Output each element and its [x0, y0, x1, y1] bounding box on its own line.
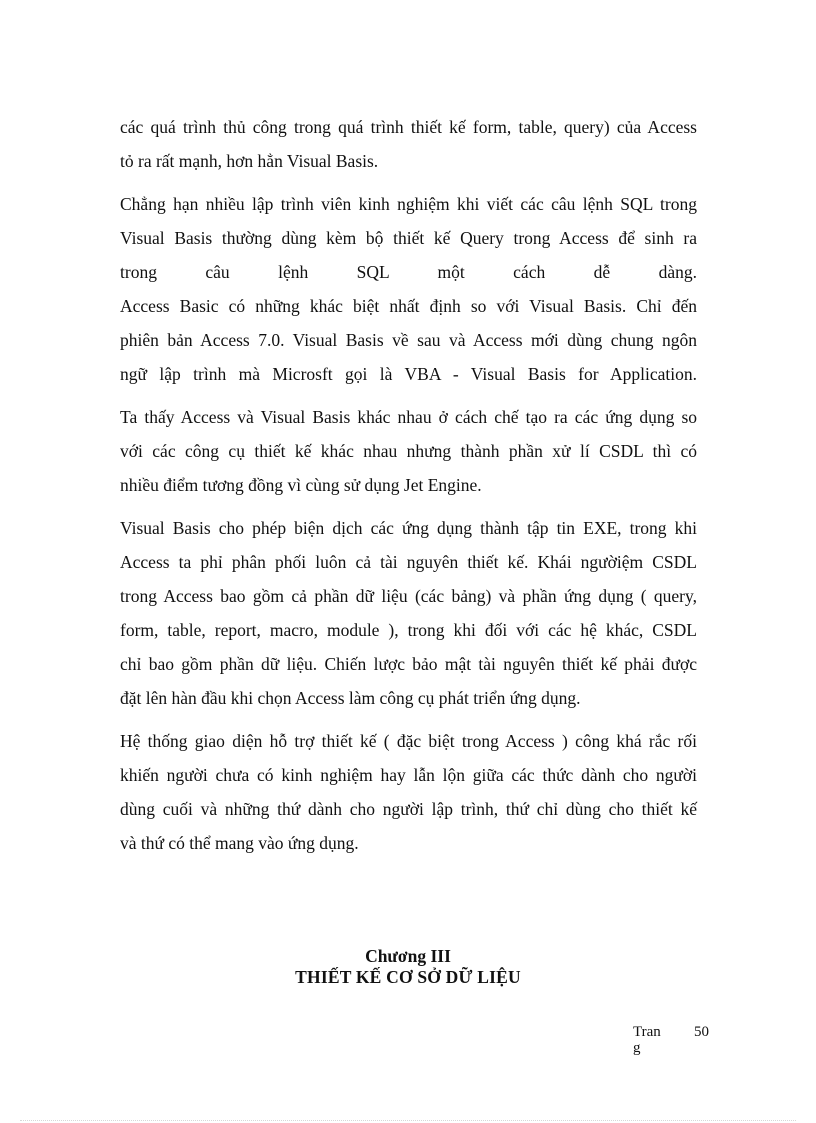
text-line: Chẳng hạn nhiều lập trình viên kinh nghiệm khi viết các câu lệnh SQL trong — [120, 194, 697, 214]
paragraph-2 — [120, 187, 697, 391]
text-line: trong câu lệnh SQL một cách dễ dàng. — [120, 262, 697, 282]
text-line: tỏ ra rất mạnh, hơn hẳn Visual Basis. — [120, 151, 379, 171]
text-line: khiến người chưa có kinh nghiệm hay lẫn lộn giữa các thức dành cho người — [120, 765, 697, 785]
text-line: chỉ bao gồm phần dữ liệu. Chiến lược bảo mật tài nguyên thiết kế phải được — [120, 654, 697, 674]
text-line: trong Access bao gồm cả phần dữ liệu (các bảng) và phần ứng dụng ( query, — [120, 586, 697, 606]
paragraph-3 — [120, 400, 697, 502]
text-line: Access Basic có những khác biệt nhất định so với Visual Basis. Chỉ đến — [120, 296, 697, 316]
text-line: Visual Basis cho phép biện dịch các ứng dụng thành tập tin EXE, trong khi — [120, 518, 697, 538]
text-line: phiên bản Access 7.0. Visual Basis về sau và Access mới dùng chung ngôn — [120, 330, 697, 350]
text-line: ngữ lập trình mà Microsft gọi là VBA - Visual Basis for Application. — [120, 364, 697, 384]
text-line: các quá trình thủ công trong quá trình thiết kế form, table, query) của Access — [120, 117, 697, 137]
page-border — [20, 1120, 796, 1121]
text-line: dùng cuối và những thứ dành cho người lập trình, thứ chỉ dùng cho thiết kế — [120, 799, 697, 819]
chapter-title: THIẾT KẾ CƠ SỞ DỮ LIỆU — [295, 967, 521, 987]
text-line: nhiều điểm tương đồng vì cùng sử dụng Jet Engine. — [120, 475, 482, 495]
text-line: Visual Basis thường dùng kèm bộ thiết kế Query trong Access để sinh ra — [120, 228, 697, 248]
body-text — [120, 110, 697, 869]
text-line: Access ta phỉ phân phối luôn cả tài nguyên thiết kế. Khái ngườiệm CSDL — [120, 552, 697, 572]
text-line: Ta thấy Access và Visual Basis khác nhau ở cách chế tạo ra các ứng dụng so — [120, 407, 697, 427]
paragraph-1 — [120, 110, 697, 178]
paragraph-5 — [120, 724, 697, 860]
text-line: với các công cụ thiết kế khác nhau nhưng thành phần xử lí CSDL thì có — [120, 441, 697, 461]
text-line: đặt lên hàn đầu khi chọn Access làm công cụ phát triển ứng dụng. — [120, 688, 581, 708]
page-number: 50 — [694, 1024, 709, 1040]
text-line: và thứ có thể mang vào ứng dụng. — [120, 833, 359, 853]
text-line: Hệ thống giao diện hỗ trợ thiết kế ( đặc biệt trong Access ) công khá rắc rối — [120, 731, 697, 751]
chapter-number: Chương III — [365, 946, 451, 966]
paragraph-4 — [120, 511, 697, 715]
text-line: form, table, report, macro, module ), trong khi đối với các hệ khác, CSDL — [120, 620, 697, 640]
page-label: Trang — [633, 1024, 661, 1056]
